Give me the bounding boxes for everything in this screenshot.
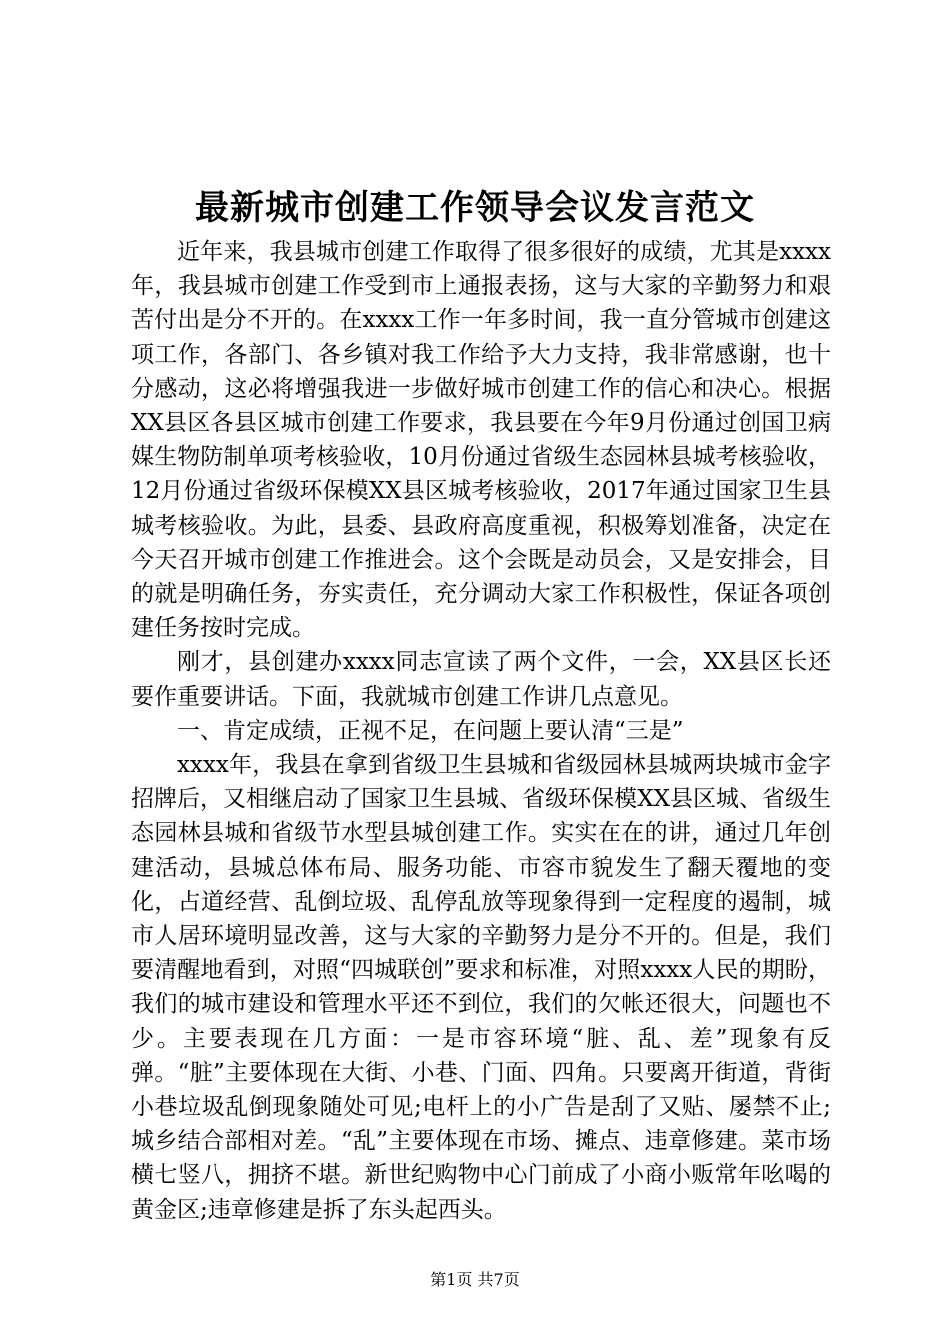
document-title: 最新城市创建工作领导会议发言范文 bbox=[195, 188, 755, 228]
document-body bbox=[131, 235, 831, 1227]
paragraph-intro: 近年来，我县城市创建工作取得了很多很好的成绩，尤其是xxxx年，我县城市创建工作受到市上通报表扬，这与大家的辛勤努力和艰苦付出是分不开的。在xxxx工作一年多时间，我一直分管城市创建这项工作，各部门、各乡镇对我工作给予大力支持，我非常感谢，也十分感动，这必将增强我进一步做好城市创建工作的信心和决心。根据XX县区各县区城市创建工作要求，我县要在今年9月份通过创国卫病媒生物防制单项考核验收，10月份通过省级生态园林县城考核验收，12月份通过省级环保模XX县区城考核验收，2017年通过国家卫生县城考核验收。为此，县委、县政府高度重视，积极筹划准备，决定在今天召开城市创建工作推进会。这个会既是动员会，又是安排会，目的就是明确任务，夯实责任，充分调动大家工作积极性，保证各项创建任务按时完成。 bbox=[131, 239, 831, 642]
section-heading-1: 一、肯定成绩，正视不足，在问题上要认清“三是” bbox=[177, 717, 684, 744]
paragraph-transition: 刚才，县创建办xxxx同志宣读了两个文件，一会，XX县区长还要作重要讲话。下面，我就城市创建工作讲几点意见。 bbox=[131, 649, 831, 710]
paragraph-section-1: xxxx年，我县在拿到省级卫生县城和省级园林县城两块城市金字招牌后，又相继启动了国家卫生县城、省级环保模XX县区城、省级生态园林县城和省级节水型县城创建工作。实实在在的讲，通过几年创建活动，县城总体布局、服务功能、市容市貌发生了翻天覆地的变化，占道经营、乱倒垃圾、乱停乱放等现象得到一定程度的遏制，城市人居环境明显改善，这与大家的辛勤努力是分不开的。但是，我们要清醒地看到，对照“四城联创”要求和标准，对照xxxx人民的期盼，我们的城市建设和管理水平还不到位，我们的欠帐还很大，问题也不少。主要表现在几方面：一是市容环境“脏、乱、差”现象有反弹。“脏”主要体现在大街、小巷、门面、四角。只要离开街道，背街小巷垃圾乱倒现象随处可见;电杆上的小广告是刮了又贴、屡禁不止;城乡结合部相对差。“乱”主要体现在市场、摊点、违章修建。菜市场横七竖八，拥挤不堪。新世纪购物中心门前成了小商小贩常年吆喝的黄金区;违章修建是拆了东头起西头。 bbox=[131, 752, 831, 1223]
page-footer: 第1页 共7页 bbox=[430, 1270, 520, 1289]
